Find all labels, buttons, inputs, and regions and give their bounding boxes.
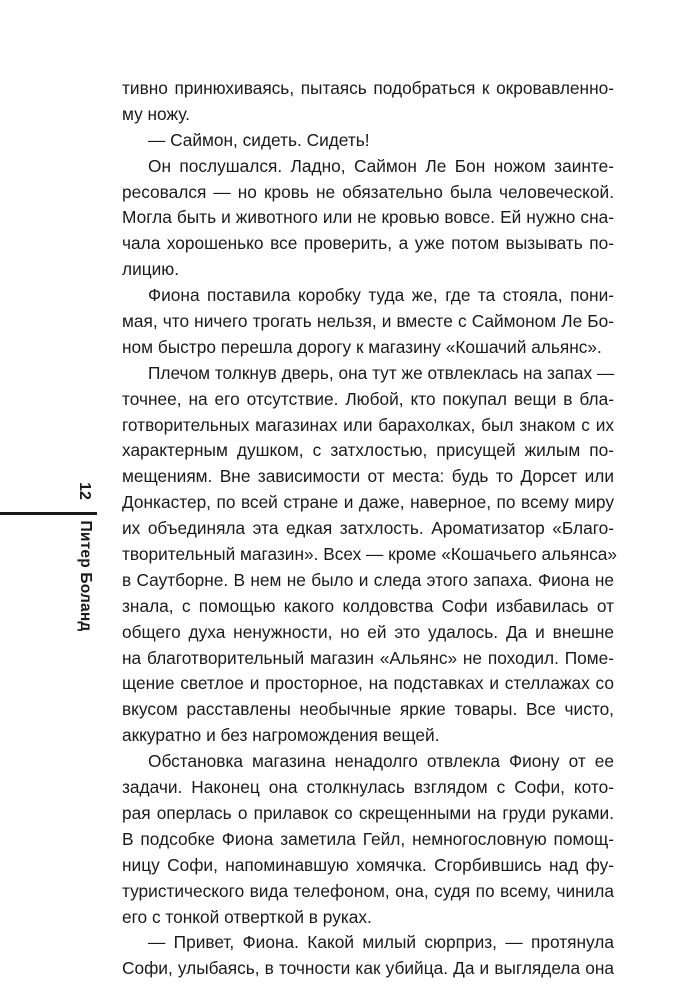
text-line: Он послушался. Ладно, Саймон Ле Бон ножом заинте- [148,155,614,176]
text-line: тивно принюхиваясь, пытаясь подобраться к окровавленно- [122,78,614,98]
text-line: творительный магазин». Всех — кроме «Кошачьего альянса» [122,544,618,565]
text-line: его с тонкой отверткой в руках. [122,906,372,927]
text-line: задачи. Наконец она столкнулась взглядом с Софи, кото- [122,777,614,798]
text-line: в Саутборне. В нем не было и следа этого запаха. Фиона не [122,569,614,590]
page-body [122,76,618,982]
text-line: их объединяла эта едкая затхлость. Ароматизатор «Благо- [122,518,614,539]
text-line: Могла быть и животного или не кровью вовсе. Ей нужно сна- [122,207,614,228]
text-line: му ножу. [122,103,190,124]
text-line: туристического вида телефоном, она, судя по всему, чинила [122,880,614,901]
text-line: на благотворительный магазин «Альянс» не походил. Поме- [122,647,614,668]
text-line: ницу Софи, напоминавшую хомячка. Сгорбившись над фу- [122,854,614,875]
text-line: щение светлое и просторное, на подставках и стеллажах со [122,673,614,694]
text-line: В подсобке Фиона заметила Гейл, немногословную помощ- [122,828,614,849]
text-line: Донкастер, по всей стране и даже, наверное, по всему миру [122,492,614,513]
running-author-text: Питер Боланд [77,520,94,632]
text-line: Фиона поставила коробку туда же, где та стояла, пони- [148,285,614,306]
text-line: точнее, на его отсутствие. Любой, кто покупал вещи в бла- [122,388,614,409]
text-line: вкусом расставлены необычные яркие товары. Все чисто, [122,699,614,720]
text-line: ном быстро перешла дорогу к магазину «Кошачий альянс». [122,336,602,357]
text-line: аккуратно и без нагромождения вещей. [122,725,440,746]
side-rule [0,512,97,515]
text-line: чала хорошенько все проверить, а уже потом вызывать по- [122,233,614,254]
text-line: Обстановка магазина ненадолго отвлекла Фиону от ее [148,751,614,772]
text-line: рая оперлась о прилавок со скрещенными на груди руками. [122,802,614,823]
text-line: — Саймон, сидеть. Сидеть! [148,129,370,150]
text-line: Плечом толкнув дверь, она тут же отвлеклась на запах — [148,362,615,383]
page-number [74,484,94,498]
text-line: мещениям. Вне зависимости от места: будь то Дорсет или [122,466,614,487]
text-line: мая, что ничего трогать нельзя, и вместе с Саймоном Ле Бо- [122,311,614,332]
text-line: готворительных магазинах или барахолках, был знаком с их [122,414,614,435]
text-line: лицию. [122,259,180,280]
text-line: ресовался — но кровь не обязательно была человеческой. [122,181,614,202]
text-line: Софи, улыбаясь, в точности как убийца. Да и выглядела она [122,958,614,979]
text-line: характерным душком, с затхлостью, присущей жилым по- [122,440,614,461]
text-line: общего духа ненужности, но ей это удалось. Да и внешне [122,621,614,642]
page-number-text: 12 [75,482,93,500]
text-line: — Привет, Фиона. Какой милый сюрприз, — протянула [148,932,614,953]
text-line: знала, с помощью какого колдовства Софи избавилась от [122,595,614,616]
running-author [76,520,94,632]
